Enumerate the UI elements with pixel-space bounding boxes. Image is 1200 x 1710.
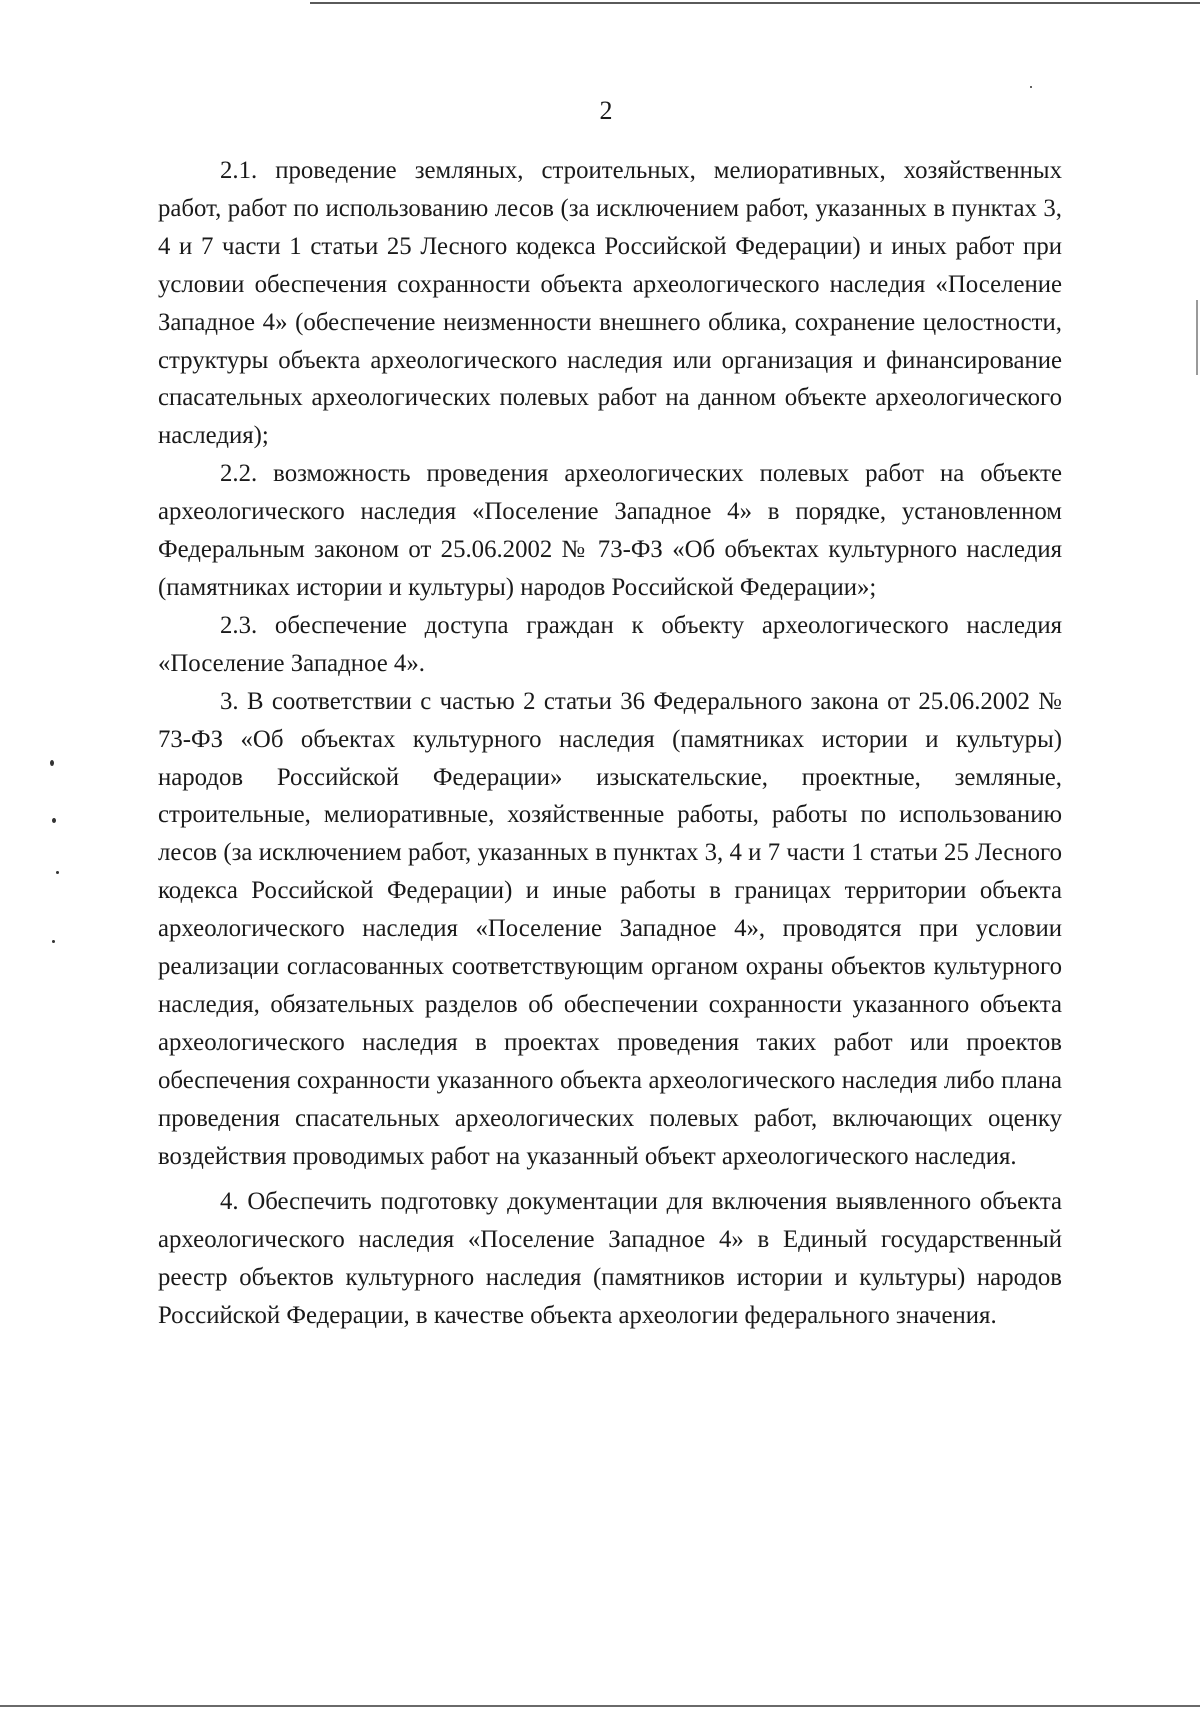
scan-speck: [52, 818, 56, 823]
scan-speck: [52, 940, 55, 943]
scan-right-edge-mark: [1196, 300, 1198, 375]
scan-top-edge-line: [310, 2, 1200, 4]
scan-speck: [1030, 86, 1032, 88]
paragraph-4: 4. Обеспечить подготовку документации для включения выявленного объекта археологического наследия «Поселение Западное 4» в Единый государственный реестр объектов культурного наследия (памятников истории и культуры) народов Российской Федерации, в качестве объекта археологии федерального значения.: [158, 1188, 1062, 1330]
paragraph-3: 3. В соответствии с частью 2 статьи 36 Федерального закона от 25.06.2002 № 73-ФЗ «Об объектах культурного наследия (памятниках истории и культуры) народов Российской Федерации» изыскательские, проектные, земляные, строительные, мелиоративные, хозяйственные работы, работы по использованию лесов (за исключением работ, указанных в пунктах 3, 4 и 7 части 1 статьи 25 Лесного кодекса Российской Федерации) и иные работы в границах территории объекта археологического наследия «Поселение Западное 4», проводятся при условии реализации согласованных соответствующим органом охраны объектов культурного наследия, обязательных разделов об обеспечении сохранности указанного объекта археологического наследия в проектах проведения таких работ или проектов обеспечения сохранности указанного объекта археологического наследия либо плана проведения спасательных археологических полевых работ, включающих оценку воздействия проводимых работ на указанный объект археологического наследия.: [158, 687, 1062, 1170]
paragraph-2-3: 2.3. обеспечение доступа граждан к объекту археологического наследия «Поселение Западное 4».: [158, 611, 1062, 677]
scan-bottom-edge-line: [0, 1705, 1200, 1707]
paragraph-2-1: 2.1. проведение земляных, строительных, мелиоративных, хозяйственных работ, работ по использованию лесов (за исключением работ, указанных в пунктах 3, 4 и 7 части 1 статьи 25 Лесного кодекса Российской Федерации) и иных работ при условии обеспечения сохранности объекта археологического наследия «Поселение Западное 4» (обеспечение неизменности внешнего облика, сохранение целостности, структуры объекта археологического наследия или организация и финансирование спасательных археологических полевых работ на данном объекте археологического наследия);: [158, 157, 1062, 450]
paragraph-2-2: 2.2. возможность проведения археологических полевых работ на объекте археологического наследия «Поселение Западное 4» в порядке, установленном Федеральным законом от 25.06.2002 № 73-ФЗ «Об объектах культурного наследия (памятниках истории и культуры) народов Российской Федерации»;: [158, 460, 1062, 601]
page-number: 2: [599, 96, 613, 125]
scan-speck: [56, 871, 59, 874]
document-body: [158, 152, 1062, 1335]
scan-speck: [50, 760, 54, 766]
